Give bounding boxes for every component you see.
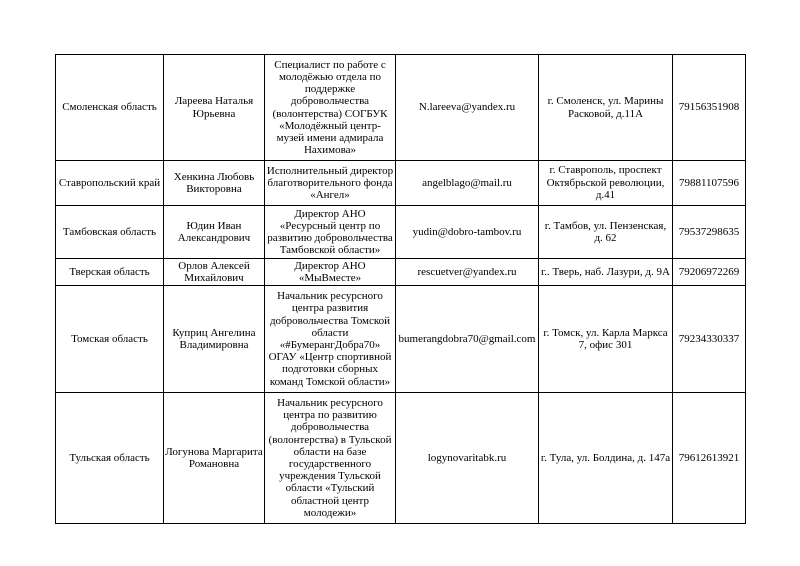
table-row (56, 393, 746, 524)
table-row (56, 161, 746, 206)
address-cell: г. Смоленск, ул. Марины Расковой, д.11А (539, 55, 673, 161)
phone-cell: 79156351908 (673, 55, 746, 161)
phone-cell: 79537298635 (673, 206, 746, 259)
name-cell: Куприц Ангелина Владимировна (164, 286, 265, 393)
address-cell: г. Ставрополь, проспект Октябрьской революции, д.41 (539, 161, 673, 206)
address-cell: г.. Тверь, наб. Лазури, д. 9А (539, 259, 673, 286)
position-cell: Директор АНО «Ресурсный центр по развитию добровольчества Тамбовской области» (265, 206, 396, 259)
region-cell: Тверская область (56, 259, 164, 286)
table-row (56, 286, 746, 393)
table-row (56, 206, 746, 259)
position-cell: Специалист по работе с молодёжью отдела по поддержке добровольчества (волонтерства) СОГБУК «Молодёжный центр-музей имени адмирала Нахимова» (265, 55, 396, 161)
table-row (56, 259, 746, 286)
address-cell: г. Тула, ул. Болдина, д. 147а (539, 393, 673, 524)
email-cell: yudin@dobro-tambov.ru (396, 206, 539, 259)
phone-cell: 79206972269 (673, 259, 746, 286)
name-cell: Логунова Маргарита Романовна (164, 393, 265, 524)
email-cell: rescuetver@yandex.ru (396, 259, 539, 286)
region-cell: Тульская область (56, 393, 164, 524)
name-cell: Хенкина Любовь Викторовна (164, 161, 265, 206)
email-cell: logynovaritabk.ru (396, 393, 539, 524)
email-cell: angelblago@mail.ru (396, 161, 539, 206)
table-row (56, 55, 746, 161)
region-cell: Томская область (56, 286, 164, 393)
email-cell: N.lareeva@yandex.ru (396, 55, 539, 161)
position-cell: Исполнительный директор благотворительного фонда «Ангел» (265, 161, 396, 206)
region-cell: Тамбовская область (56, 206, 164, 259)
phone-cell: 79612613921 (673, 393, 746, 524)
position-cell: Начальник ресурсного центра по развитию добровольчества (волонтерства) в Тульской области на базе государственного учреждения Тульской области «Тульский областной центр молодежи» (265, 393, 396, 524)
phone-cell: 79881107596 (673, 161, 746, 206)
address-cell: г. Тамбов, ул. Пензенская, д. 62 (539, 206, 673, 259)
phone-cell: 79234330337 (673, 286, 746, 393)
region-cell: Ставропольский край (56, 161, 164, 206)
region-cell: Смоленская область (56, 55, 164, 161)
position-cell: Директор АНО «МыВместе» (265, 259, 396, 286)
position-cell: Начальник ресурсного центра развития добровольчества Томской области «#БумерангДобра70» ОГАУ «Центр спортивной подготовки сборных команд Томской области» (265, 286, 396, 393)
name-cell: Орлов Алексей Михайлович (164, 259, 265, 286)
name-cell: Юдин Иван Александрович (164, 206, 265, 259)
contacts-table (55, 54, 746, 524)
email-cell: bumerangdobra70@gmail.com (396, 286, 539, 393)
address-cell: г. Томск, ул. Карла Маркса 7, офис 301 (539, 286, 673, 393)
name-cell: Лареева Наталья Юрьевна (164, 55, 265, 161)
